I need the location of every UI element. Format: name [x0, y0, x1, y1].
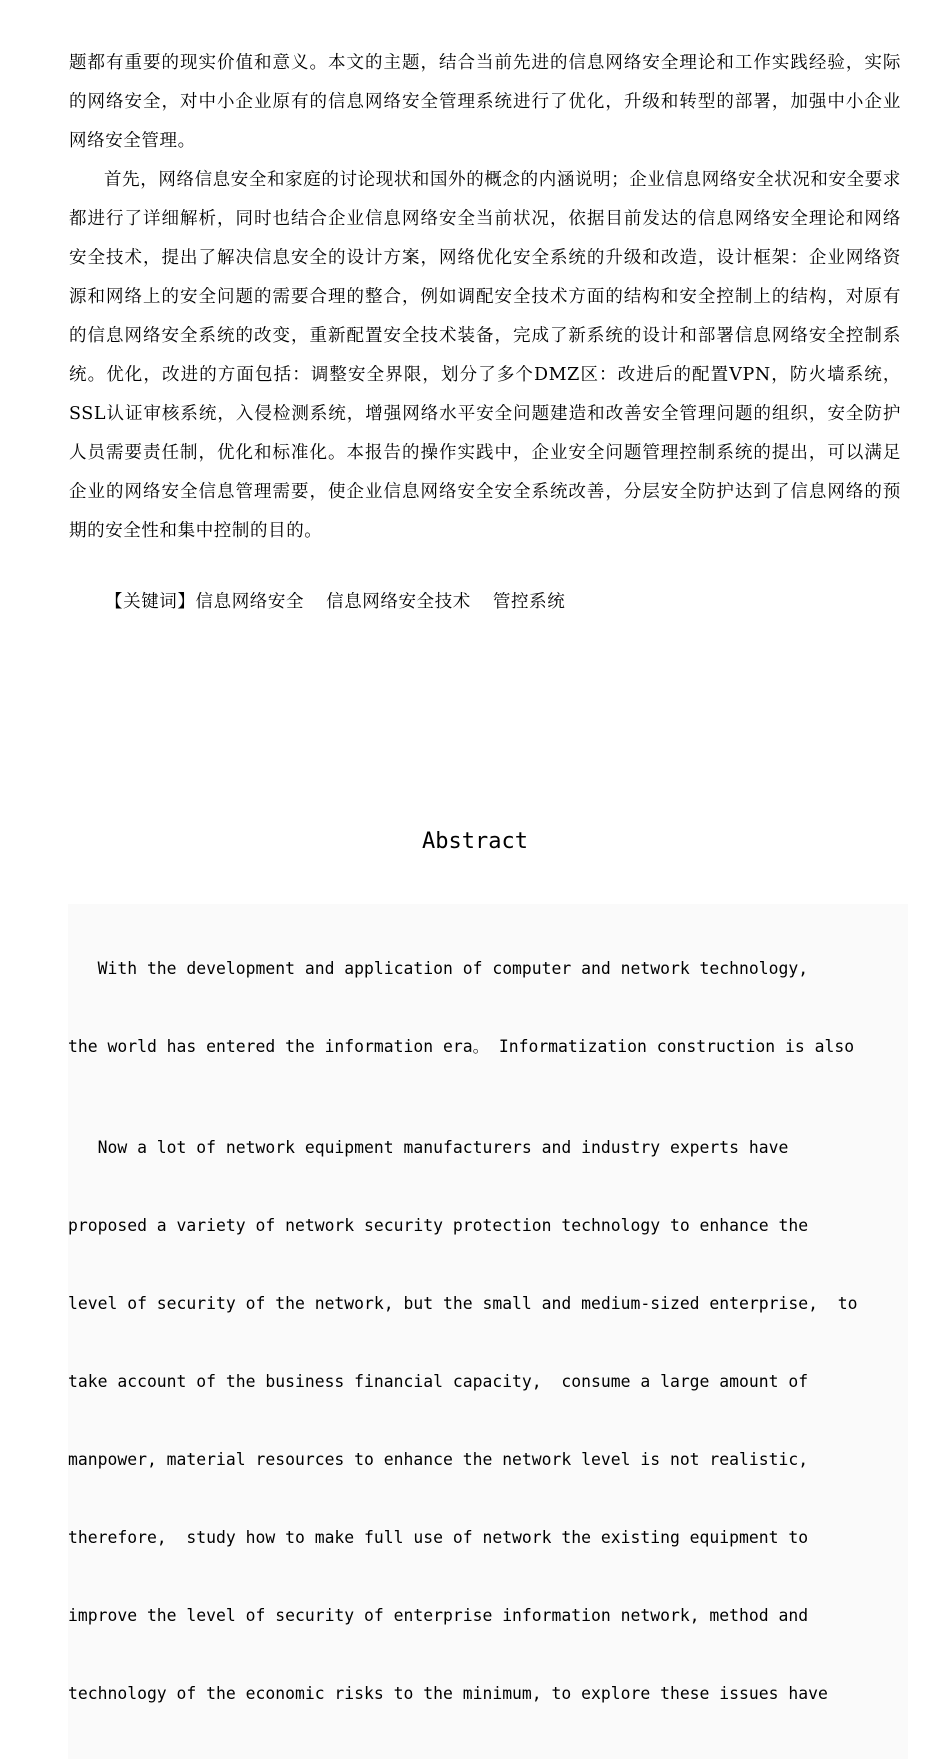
text-line: the world has entered the information era。 Informatization construction is also [68, 1037, 855, 1056]
text-line: Now a lot of network equipment manufacturers and industry experts have [68, 1138, 789, 1157]
chinese-paragraph-1: 题都有重要的现实价值和意义。本文的主题，结合当前先进的信息网络安全理论和工作实践经验，实际的网络安全，对中小企业原有的信息网络安全管理系统进行了优化，升级和转型的部署，加强中小企业网络安全管理。 [69, 53, 901, 151]
text-line: technology of the economic risks to the minimum, to explore these issues have [68, 1684, 828, 1703]
keywords-label: 【关键词】 [105, 592, 196, 612]
english-paragraph-2 [68, 1083, 908, 1759]
text-line: manpower, material resources to enhance the network level is not realistic, [68, 1450, 809, 1469]
text-line: With the development and application of computer and network technology, [68, 959, 809, 978]
text-line: improve the level of security of enterprise information network, method and [68, 1606, 809, 1625]
text-line: therefore, study how to make full use of network the existing equipment to [68, 1528, 809, 1547]
keyword-item: 信息网络安全技术 [326, 592, 471, 612]
text-line: proposed a variety of network security protection technology to enhance the [68, 1216, 809, 1235]
keywords-line [105, 583, 905, 622]
text-line: take account of the business financial capacity, consume a large amount of [68, 1372, 809, 1391]
chinese-abstract [69, 44, 901, 551]
abstract-heading: Abstract [422, 829, 528, 854]
keyword-item: 管控系统 [492, 592, 566, 612]
text-line: level of security of the network, but the small and medium-sized enterprise, to [68, 1294, 858, 1313]
keyword-item: 信息网络安全 [195, 592, 305, 612]
chinese-paragraph-2: 首先，网络信息安全和家庭的讨论现状和国外的概念的内涵说明；企业信息网络安全状况和安全要求都进行了详细解析，同时也结合企业信息网络安全当前状况，依据目前发达的信息网络安全理论和网络安全技术，提出了解决信息安全的设计方案，网络优化安全系统的升级和改造，设计框架：企业网络资源和网络上的安全问题的需要合理的整合，例如调配安全技术方面的结构和安全控制上的结构，对原有的信息网络安全系统的改变，重新配置安全技术装备，完成了新系统的设计和部署信息网络安全控制系统。优化，改进的方面包括：调整安全界限，划分了多个DMZ区：改进后的配置VPN，防火墙系统，SSL认证审核系统，入侵检测系统，增强网络水平安全问题建造和改善安全管理问题的组织，安全防护人员需要责任制，优化和标准化。本报告的操作实践中，企业安全问题管理控制系统的提出，可以满足企业的网络安全信息管理需要，使企业信息网络安全安全系统改善，分层安全防护达到了信息网络的预期的安全性和集中控制的目的。 [69, 170, 901, 541]
